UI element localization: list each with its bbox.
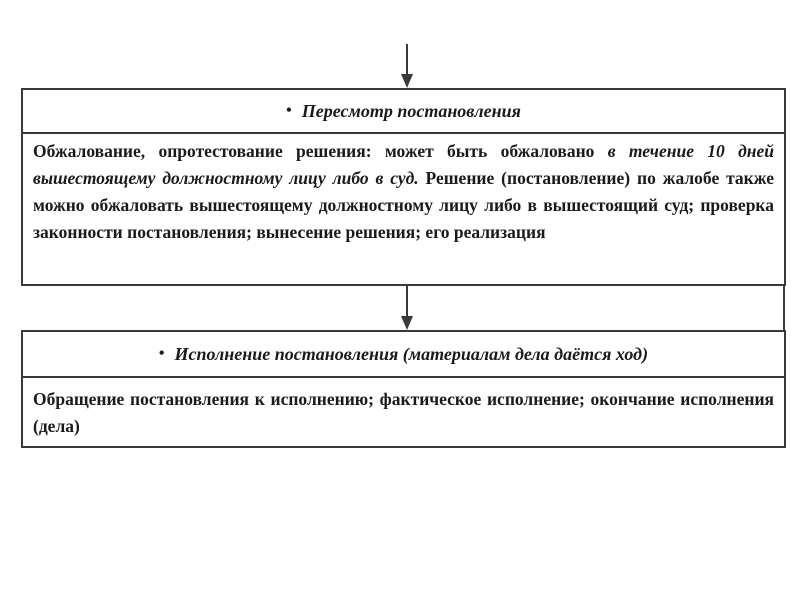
execution-box bbox=[21, 330, 786, 448]
top-arrowhead bbox=[401, 74, 413, 88]
review-body bbox=[23, 134, 784, 246]
bullet-icon: • bbox=[158, 345, 165, 362]
review-title: Пересмотр постановления bbox=[301, 100, 521, 121]
review-body-text-2: Решение (постановление) по жалобе также можно обжаловать вышестоящему должностному лицу либо в вышестоящий суд; проверка законности постановления; вынесение решения; его реализация bbox=[33, 168, 774, 242]
review-header bbox=[23, 90, 784, 134]
execution-body-text: Обращение постановления к исполнению; фактическое исполнение; окончание исполнения (дела) bbox=[33, 389, 774, 436]
bullet-icon: • bbox=[286, 102, 292, 119]
execution-title: Исполнение постановления (материалам дела даётся ход) bbox=[174, 343, 649, 364]
review-body-italic: в течение 10 дней вышестоящему должностному лицу либо в суд. bbox=[33, 141, 774, 188]
middle-arrowhead bbox=[401, 316, 413, 330]
review-body-text-1: Обжалование, опротестование решения: может быть обжаловано bbox=[33, 141, 608, 161]
execution-header bbox=[23, 332, 784, 378]
execution-body bbox=[23, 378, 784, 440]
review-box bbox=[21, 88, 786, 286]
